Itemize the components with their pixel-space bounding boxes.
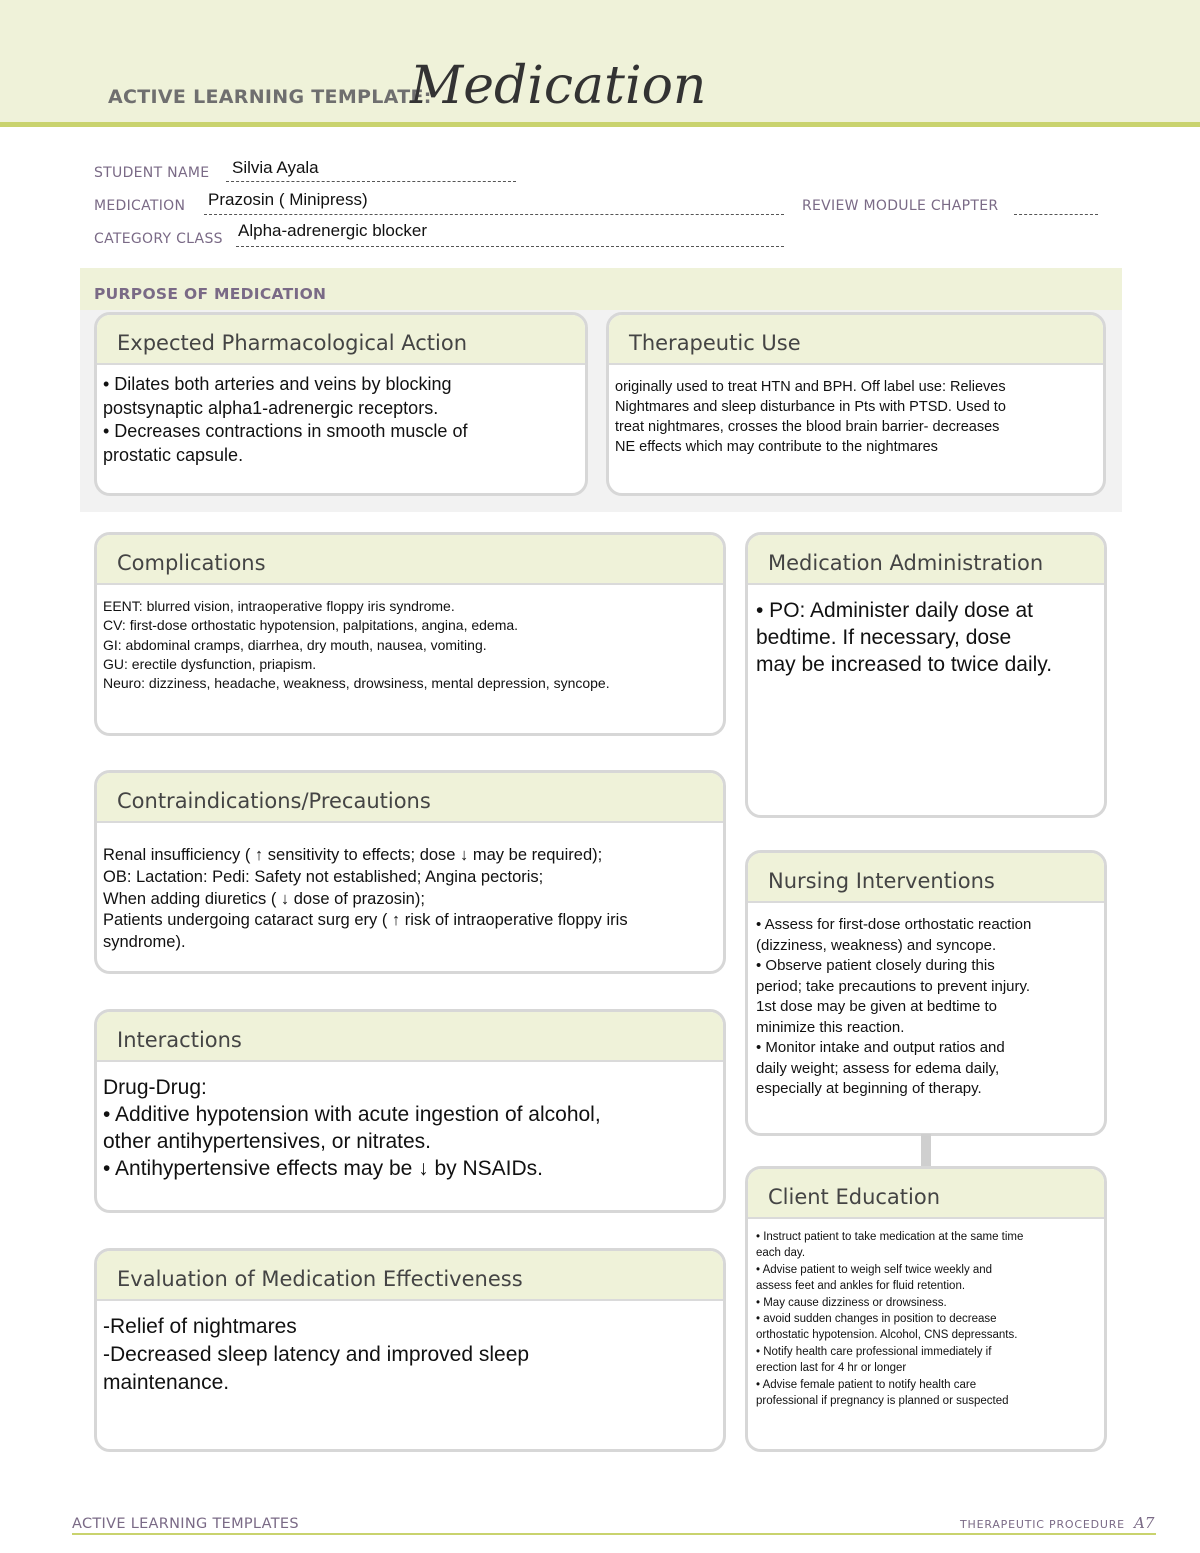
template-label: ACTIVE LEARNING TEMPLATE: [108,86,432,108]
text-line: orthostatic hypotension. Alcohol, CNS depressants. [756,1329,1018,1342]
nursing-interventions-title: Nursing Interventions [748,853,1104,903]
text-line: • Decreases contractions in smooth muscle of [103,421,468,441]
text-line: postsynaptic alpha1-adrenergic receptors. [103,397,439,418]
expected-action-title: Expected Pharmacological Action [97,315,585,365]
text-line: may be increased to twice daily. [756,653,1053,676]
text-line: -Decreased sleep latency and improved sleep [103,1343,530,1366]
student-name-field[interactable]: Silvia Ayala [232,158,319,177]
footer-section: THERAPEUTIC PROCEDURE [960,1518,1125,1531]
complications-box [94,532,726,736]
text-line: EENT: blurred vision, intraoperative floppy iris syndrome. [103,598,455,614]
text-line: • May cause dizziness or drowsiness. [756,1296,947,1309]
footer-divider [72,1533,1156,1535]
student-name-label: STUDENT NAME [94,165,210,181]
text-line: CV: first-dose orthostatic hypotension, palpitations, angina, edema. [103,617,519,634]
review-module-line [1014,214,1098,215]
nursing-interventions-text[interactable] [748,903,1104,1100]
purpose-title: PURPOSE OF MEDICATION [94,285,327,303]
client-education-title: Client Education [748,1169,1104,1219]
footer-label: ACTIVE LEARNING TEMPLATES [72,1516,299,1532]
review-module-label: REVIEW MODULE CHAPTER [802,198,999,214]
contraindications-title: Contraindications/Precautions [97,773,723,823]
text-line: • Antihypertensive effects may be ↓ by NSAIDs. [103,1157,543,1180]
text-line: professional if pregnancy is planned or suspected [756,1395,1009,1408]
category-class-line [236,246,784,247]
text-line: • Dilates both arteries and veins by blocking [103,374,452,394]
therapeutic-use-box [606,312,1106,496]
contraindications-text[interactable] [97,823,723,954]
page-number: A7 [1134,1514,1155,1532]
text-line: prostatic capsule. [103,444,244,465]
text-line: OB: Lactation: Pedi: Safety not established; Angina pectoris; [103,867,544,886]
text-line: assess feet and ankles for fluid retention. [756,1280,966,1293]
interactions-box [94,1009,726,1213]
evaluation-text[interactable] [97,1301,723,1397]
text-line: other antihypertensives, or nitrates. [103,1130,432,1153]
category-class-label: CATEGORY CLASS [94,231,223,247]
text-line: 1st dose may be given at bedtime to [756,998,997,1015]
text-line: • Observe patient closely during this [756,957,995,974]
category-class-field[interactable]: Alpha-adrenergic blocker [238,221,427,240]
text-line: daily weight; assess for edema daily, [756,1059,1000,1077]
text-line: bedtime. If necessary, dose [756,626,1012,649]
text-line: -Relief of nightmares [103,1315,297,1338]
text-line: • Instruct patient to take medication at the same time [756,1231,1024,1243]
text-line: each day. [756,1247,806,1260]
box-connector [921,1134,931,1166]
text-line: (dizziness, weakness) and syncope. [756,936,997,954]
text-line: When adding diuretics ( ↓ dose of prazosin); [103,889,425,908]
text-line: • Notify health care professional immediately if [756,1345,992,1358]
nursing-interventions-box [745,850,1107,1136]
evaluation-title: Evaluation of Medication Effectiveness [97,1251,723,1301]
text-line: Patients undergoing cataract surg ery ( ↑ risk of intraoperative floppy iris [103,911,628,930]
text-line: erection last for 4 hr or longer [756,1362,907,1375]
administration-text[interactable] [748,585,1104,678]
header-divider [0,122,1200,127]
text-line: • Monitor intake and output ratios and [756,1039,1005,1056]
text-line: • Assess for first-dose orthostatic reaction [756,916,1032,933]
therapeutic-use-text[interactable] [609,365,1103,457]
medication-field[interactable]: Prazosin ( Minipress) [208,190,368,209]
interactions-title: Interactions [97,1012,723,1062]
text-line: Renal insufficiency ( ↑ sensitivity to effects; dose ↓ may be required); [103,846,603,864]
text-line: maintenance. [103,1371,230,1394]
expected-action-text[interactable] [97,365,585,467]
administration-box [745,532,1107,818]
medication-label: MEDICATION [94,198,186,214]
expected-action-box [94,312,588,496]
text-line: • Advise female patient to notify health care [756,1378,977,1391]
text-line: • PO: Administer daily dose at [756,599,1033,622]
text-line: GI: abdominal cramps, diarrhea, dry mouth, nausea, vomiting. [103,636,487,653]
text-line: GU: erectile dysfunction, priapism. [103,655,317,672]
student-name-line [226,181,516,182]
administration-title: Medication Administration [748,535,1104,585]
text-line: minimize this reaction. [756,1018,905,1036]
text-line: Neuro: dizziness, headache, weakness, drowsiness, mental depression, syncope. [103,675,610,692]
text-line: Nightmares and sleep disturbance in Pts with PTSD. Used to [615,399,1006,415]
text-line: • avoid sudden changes in position to decrease [756,1313,997,1326]
text-line: NE effects which may contribute to the nightmares [615,439,938,455]
text-line: • Additive hypotension with acute ingestion of alcohol, [103,1103,601,1126]
contraindications-box [94,770,726,974]
text-line: • Advise patient to weigh self twice weekly and [756,1263,993,1276]
client-education-box [745,1166,1107,1452]
text-line: especially at beginning of therapy. [756,1080,982,1097]
text-line: Drug-Drug: [103,1076,207,1099]
complications-title: Complications [97,535,723,585]
template-title: Medication [410,56,707,116]
client-education-text[interactable] [748,1219,1104,1409]
interactions-text[interactable] [97,1062,723,1182]
evaluation-box [94,1248,726,1452]
medication-line [204,214,784,215]
text-line: syndrome). [103,933,186,952]
therapeutic-use-title: Therapeutic Use [609,315,1103,365]
text-line: period; take precautions to prevent injury. [756,977,1031,995]
text-line: treat nightmares, crosses the blood brain barrier- decreases [615,419,1000,435]
complications-text[interactable] [97,585,723,693]
text-line: originally used to treat HTN and BPH. Off label use: Relieves [615,379,1006,395]
